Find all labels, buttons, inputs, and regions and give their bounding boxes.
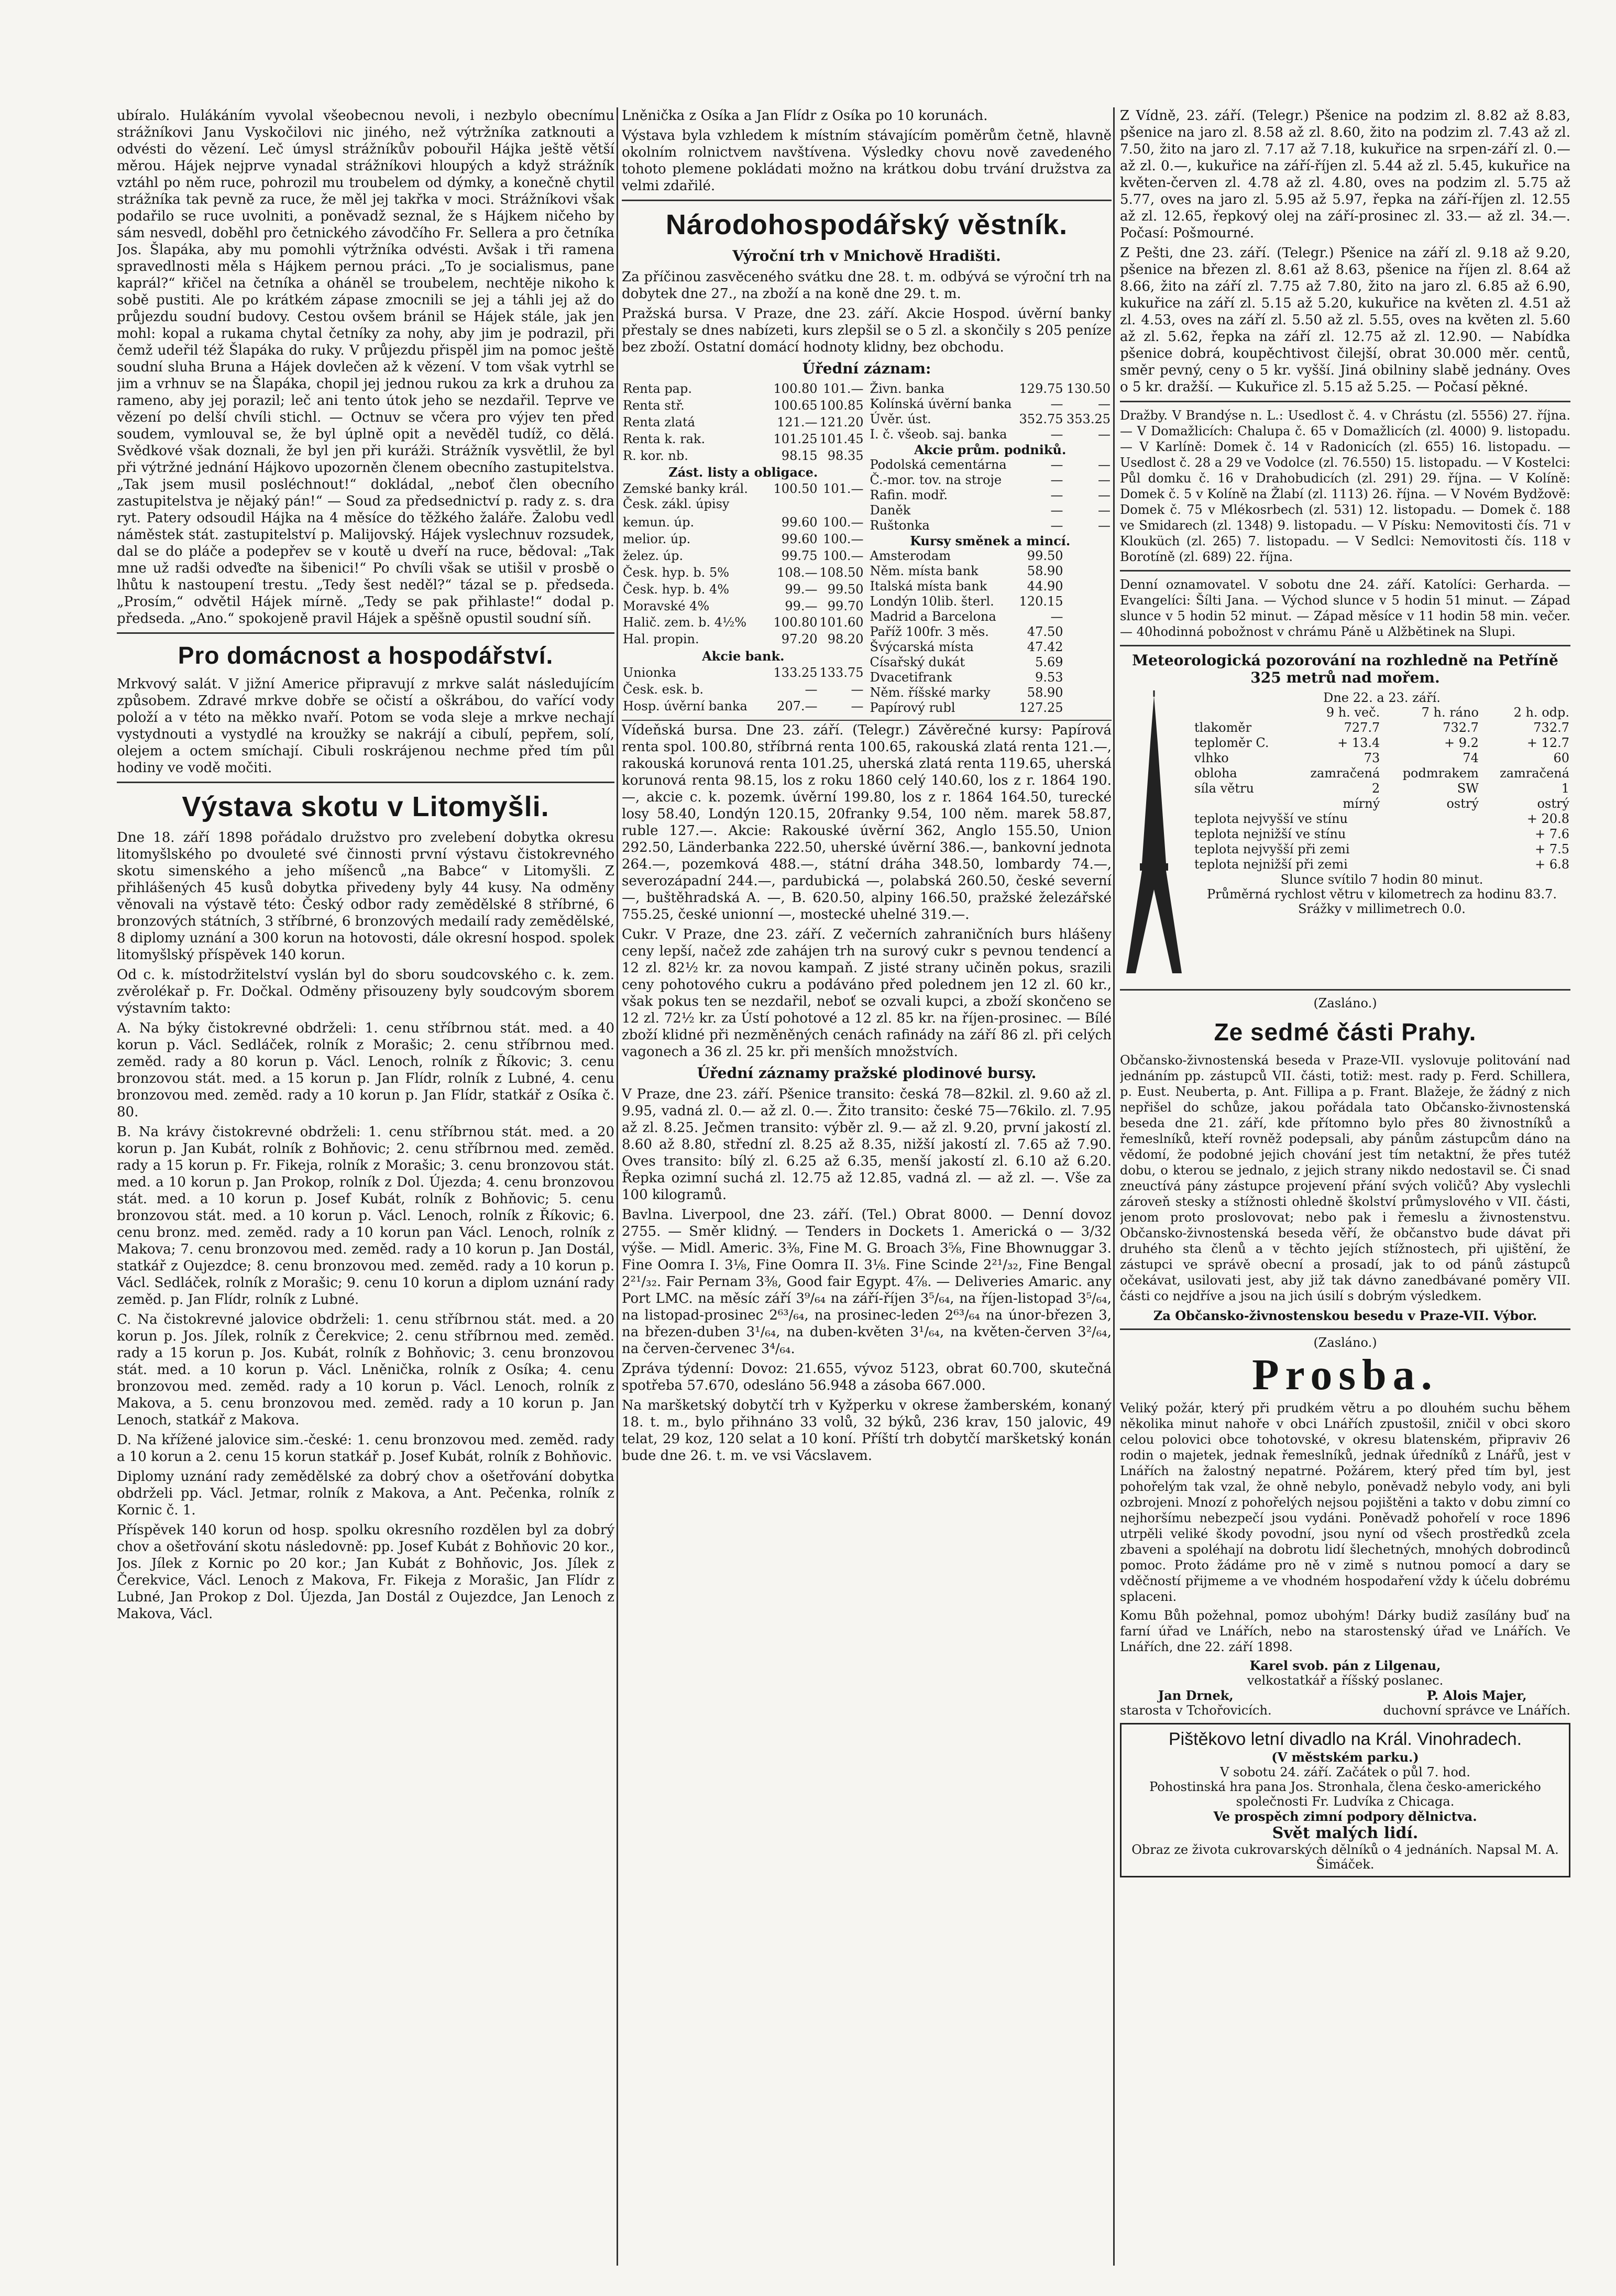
article-paragraph: C. Na čistokrevné jalovice obdrželi: 1. cenu stříbrnou stát. med. a 20 korun p. Jos. Jílek, rolník z Čerekvice; 2. cenu stříbrnou med. zeměd. rady a 15 korun p. Jos. Kubát, rolník z Bohňovic; 3. cenu bronzovou stát. med. a 10 korun p. Václ. Lněnička, rolník z Osíka; 4. cenu bronzovou med. zeměd. rady a 10 korun p. Václ. Lenoch, rolník z Makova, a 5. cenu bronzovou med. zeměd. rady a 10 korun p. Jan Lenoch, statkář z Makova.	[117, 1312, 614, 1428]
table-cell: Kolínská úvěrní banka	[870, 397, 1012, 411]
table-cell: Ruštonka	[870, 518, 930, 533]
article-paragraph: Dne 18. září 1898 pořádalo družstvo pro zvelebení dobytka okresu litomyšlského po dvouleté své činnosti první výstavu čistokrevného skotu simenského a jeho míšenců „na Babce“ v Litomyšli. Z přihlášených 45 kusů dobytka přivedeny byly 44 kusy. Na odměny věnovali na výstavě této: Český odbor rady zemědělské 8 stříbrné, 6 bronzových státních, 3 stříbrné, 6 bronzových medailí rady zemědělské, 8 diplomy uznání a 300 korun na hotovosti, dále okresní hospod. spolek litomyšlský příspěvek 140 korun.	[117, 830, 614, 963]
table-row	[869, 397, 1112, 412]
table-row	[1193, 857, 1570, 872]
heading-vystava: Výstava skotu v Litomyšli.	[182, 791, 549, 822]
table-cell: —	[1050, 609, 1063, 624]
table-cell: 101.60	[819, 615, 864, 630]
table-cell: síla větru	[1194, 781, 1254, 796]
divider	[622, 720, 1112, 721]
table-row	[1193, 720, 1570, 735]
table-cell: 58.90	[1027, 564, 1063, 578]
heading-domacnost: Pro domácnost a hospodářství.	[178, 642, 554, 669]
table-cell: Renta pap.	[623, 381, 692, 396]
table-cell: 73	[1364, 751, 1380, 765]
table-cell: —	[1098, 518, 1111, 533]
theatre-play: Svět malých lidí.	[1272, 1824, 1419, 1842]
divider	[622, 200, 1112, 201]
table-cell: Akcie prům. podniků.	[914, 442, 1067, 457]
table-cell	[1193, 705, 1290, 720]
table-cell: 101.45	[819, 431, 864, 446]
column-3	[1120, 107, 1570, 2266]
table-cell: Madrid a Barcelona	[870, 609, 996, 624]
table-cell: Daněk	[870, 503, 911, 518]
table-row	[622, 665, 865, 682]
bursa-table-left	[622, 381, 865, 716]
table-cell: 100.50	[773, 481, 818, 497]
article-paragraph: Zpráva týdenní: Dovoz: 21.655, vývoz 5123, obrat 60.700, skutečná spotřeba 57.670, odesláno 56.948 a zásoba 667.000.	[622, 1361, 1112, 1393]
table-row	[869, 518, 1112, 533]
table-cell: Unionka	[623, 665, 677, 680]
signature-karel: Karel svob. pán z Lilgenau,	[1249, 1658, 1441, 1673]
table-header: 7 h. ráno	[1421, 705, 1479, 720]
table-row	[1193, 827, 1570, 842]
table-cell: 99.75	[781, 548, 818, 563]
table-cell: Česk. hyp. b. 5%	[623, 565, 730, 580]
table-row	[622, 632, 865, 649]
table-cell: obloha	[1194, 766, 1237, 781]
divider	[1120, 1328, 1570, 1330]
article-beseda: Občansko-živnostenská beseda v Praze-VII. vyslovuje politování nad jednáním pp. zástupců VII. části, totiž: mest. rady p. Ferd. Schillera, p. Eust. Neuberta, p. Ant. Fillipa a p. Frant. Blažeje, že žádný z nich nepřišel do schůze, jakou pořádala tato Občansko-živnostenská beseda dne 21. září, kde přítomno bylo přes 80 živnostníků a řemeslníků, kteří rovněž podepsali, aby pánům zástupcům dáno na vědomí, že podobné jejich chování jest tím netaktní, že přes tutéž dobu, o kterou se jednalo, z jejich strany nikdo nedostavil se. Či snad zneuctívá pány zástupce projevení přání svých voličů? Aby vyslechli zároveň stesky a stížnosti ohledně školství průmyslového v VII. části, jenom proto proslovovat; nebo pak i řemeslu a živnostenstvu. Občansko-živnostenská beseda věří, že občanstvo bude dávat při druhého sta členů a v těchto jejích stížnostech, při ujištění, že zástupci ve správě obecní a prosadí, jak to od pánů zástupců očekávat, usilovati jest, aby již tak dávno zanedbávané poměry VII. části co nejdříve a jsou na jich úsilí s dobrým výsledkem.	[1120, 1053, 1570, 1303]
table-cell	[1064, 655, 1112, 670]
table-row	[869, 670, 1112, 685]
table-row	[622, 699, 865, 716]
petrin-tower-icon	[1120, 690, 1188, 984]
table-cell: tlakoměr	[1194, 720, 1252, 735]
table-cell: 99.50	[1027, 548, 1063, 563]
divider	[1120, 989, 1570, 991]
table-cell	[1064, 564, 1112, 579]
article-bavlna: Bavlna. Liverpool, dne 23. září. (Tel.) Obrat 8000. — Denní dovoz 2755. — Směr klidný. — Tenders in Dockets 1. Americká o — 3/32 výše. — Midl. Americ. 3⅜, Fine M. G. Broach 3⅝, Fine Bhownuggar 3. Fine Oomra I. 3⅛, Fine Oomra II. 3⅛. Fine Scinde 2²¹/₃₂, Fine Bengal 2²¹/₃₂. Fair Pernam 3⅜, Good fair Egypt. 4⅞. — Deliveries Amaric. any Port LMC. na měsíc září 3⁹/₆₄ na září-říjen 3⁵/₆₄, na říjen-listopad 3⁵/₆₄, na listopad-prosinec 2⁶³/₆₄, na prosinec-leden 2⁶³/₆₄ na únor-březen 3, na březen-duben 3¹/₆₄, na duben-květen 3¹/₆₄, na květen-červen 3²/₆₄, na červen-červenec 3⁴/₆₄.	[622, 1207, 1112, 1357]
table-cell: teplota nejvyšší při zemi	[1194, 842, 1350, 856]
table-row	[622, 381, 865, 398]
theatre-line: Pohostinská hra pana Jos. Stronhala, člena česko-amerického společnosti Fr. Ludvíka z Chicaga.	[1149, 1779, 1541, 1809]
theatre-line: Ve prospěch zimní podpory dělnictva.	[1213, 1809, 1477, 1824]
table-cell	[1064, 685, 1112, 700]
bursa-table-right	[869, 381, 1112, 716]
table-row	[869, 412, 1112, 427]
table-cell: 727.7	[1344, 720, 1380, 735]
table-row	[622, 548, 865, 565]
table-cell: 100.85	[819, 398, 864, 413]
article-paragraph: Od c. k. místodržitelství vyslán byl do sboru soudcovského c. k. zem. zvěrolékař p. Fr. Dočkal. Odměny přisouzeny byly soudcovým sborem výstavním takto:	[117, 967, 614, 1016]
table-cell: Něm. říšské marky	[870, 685, 991, 700]
table-cell: —	[1098, 488, 1111, 502]
article-paragraph: A. Na býky čistokrevné obdrželi: 1. cenu stříbrnou stát. med. a 40 korun p. Václ. Sedláček, rolník z Morašic; 2. cenu stříbrnou med. zeměd. rady a 80 korun p. Václ. Lenoch, rolník z Říkovic; 3. cenu bronzovou stát. med. a 15 korun p. Jan Flídr, rolník z Lubné, 4. cenu bronzovou med. zeměd. rady a 10 korun p. Jan Flídr, statkář z Osíka č. 80.	[117, 1020, 614, 1120]
table-cell: 100.—	[823, 515, 864, 530]
table-cell	[1064, 624, 1112, 640]
table-cell: 99.70	[827, 598, 864, 613]
theatre-line: V sobotu 24. září. Začátek o půl 7. hod.	[1220, 1765, 1470, 1779]
table-cell: —	[1050, 488, 1063, 502]
article-paragraph: B. Na krávy čistokrevné obdrželi: 1. cenu stříbrnou stát. med. a 20 korun p. Jan Kubát, rolník z Bohňovic; 2. cenu stříbrnou med. zeměd. rady a 15 korun p. Fr. Fikeja, rolník z Morašic; 3. cenu bronzovou stát. med. a 10 korun p. Jan Prokop, rolník z Dol. Újezda; 4. cenu bronzovou stát. med. a 10 korun p. Josef Kubát, rolník z Bohňovic; 5. cenu bronzovou stát. med. a 10 korun p. Václ. Lenoch, rolník z Říkovic; 6. cenu bronz. med. zeměd. rady a 10 korun pan Václ. Lenoch, rolník z Makova; 7. cenu bronzovou med. zeměd. rady a 10 korun p. Jan Dostál, statkář z Oujezdce; 8. cenu bronzovou med. zeměd. rady a 10 korun p. Václ. Sedláček, rolník z Morašic; 9. cenu 10 korun a diplom uznání rady zeměd. p. Jan Flídr, rolník z Lubné.	[117, 1124, 614, 1308]
table-cell: Italská místa bank	[870, 579, 987, 594]
article-prosba: Veliký požár, který při prudkém větru a po dlouhém suchu během několika minut nahoře v obci Lnářích zpustošil, zničil v obci skoro celou polovici obce tohotovské, v okresu blatenském, připraviv 26 rodin o majetek, jednak řemeslníků, jednak úředníků z Lnářů, jest v Lnářích na žalostný nepatrné. Požárem, který před tím byl, jest pohořelým tak vzal, že ohně nebylo, poněvadž nebylo vody, ani byli ozbrojeni. Mnozí z pohořelých nejsou pojištěni a takto v dobu zimní co nejhoršímu nebezpečí jsou vydáni. Poněvadž pohořelí v roce 1896 utrpěli veliké škody povodní, jsou nyní od všech prostředků zcela zbaveni a spoléhají na dobrotu lidí šlechetných, mnohých dobrodinců pomoc. Proto žádáme pro ně v zimě s nutnou pomocí a dary se vděčností přijmeme a ve vhodném hospodaření vždy k účelu dobrému splaceni.	[1120, 1401, 1570, 1604]
table-cell: SW	[1457, 781, 1479, 796]
table-row	[869, 427, 1112, 442]
weather-heading: Meteorologická pozorování na rozhledně na Petříně 325 metrů nad mořem.	[1132, 652, 1558, 686]
article-paragraph: Na maršketský dobytčí trh v Kyžperku v okrese žamberském, konaný 18. t. m., bylo přihnáno 33 volů, 32 býků, 236 krav, 150 jalovic, 49 telat, 29 koz, 120 selat a 10 koní. Příští trh dobytčí maršketský konán bude dne 26. t. m. ve vsi Vácslavem.	[622, 1398, 1112, 1464]
table-cell: 5.69	[1035, 655, 1063, 669]
table-header: 9 h. več.	[1326, 705, 1380, 720]
table-cell: Č.-mor. tov. na stroje	[870, 473, 1002, 487]
article-videnska-bursa: Vídeňská bursa. Dne 23. září. (Telegr.) Závěrečné kursy: Papírová renta spol. 100.80, stříbrná renta 100.65, rakouská zlatá renta 121.—, rakouská korunová renta 101.25, uherská zlatá renta 119.65, uherská korunová renta 98.15, los z roku 1860 celý 140.60, los z r. 1864 190.—, akcie c. k. pozemk. úvěrní 199.80, los z r. 1864 164.50, turecké losy 58.40, Londýn 120.15, 20franky 9.54, 100 něm. marek 58.87, ruble 127.—. Akcie: Rakouské úvěrní 362, Anglo 155.50, Union 292.50, Länderbanka 222.50, uherské úvěrní 386.—, bankovní jednota 264.—, pozemková 488.—, státní dráha 348.50, lombardy 74.—, severozápadní 244.—, pardubická —, polabská 260.50, české severní —, buštěhradská A. —, B. 620.50, alpiny 166.50, pražské železářské 755.25, české unionní —, mostecké uhelné 319.—.	[622, 722, 1112, 922]
table-heading: Úřední záznam:	[802, 360, 931, 377]
column-rule	[617, 107, 618, 2266]
table-row	[622, 615, 865, 632]
table-cell: 47.50	[1027, 624, 1063, 639]
table-row	[869, 624, 1112, 640]
weather-date: Dne 22. a 23. září.	[1323, 690, 1441, 705]
table-cell: Paříž 100fr. 3 měs.	[870, 624, 989, 639]
weather-block	[1120, 690, 1570, 984]
theatre-title: Pištěkovo letní divadlo na Král. Vinohradech.	[1168, 1729, 1522, 1749]
table-row	[622, 481, 865, 515]
table-cell: Londýn 10lib. šterl.	[870, 594, 994, 609]
table-cell: 129.75	[1019, 381, 1063, 396]
theatre-subtitle: (V městském parku.)	[1271, 1750, 1419, 1765]
table-cell: —	[1098, 473, 1111, 487]
table-cell: —	[1050, 473, 1063, 487]
table-cell: Rafin. modř.	[870, 488, 948, 502]
table-cell: 98.35	[827, 448, 864, 463]
table-cell: 108.50	[819, 565, 864, 580]
table-cell: 98.20	[827, 632, 864, 647]
table-cell: —	[1050, 503, 1063, 518]
table-cell: 99.—	[785, 598, 818, 613]
signature-drnek: Jan Drnek,	[1158, 1688, 1234, 1703]
signature-beseda: Za Občansko-živnostenskou besedu v Praze-VII. Výbor.	[1153, 1308, 1537, 1323]
table-row	[869, 457, 1112, 473]
table-cell: Dvacetifrank	[870, 670, 952, 685]
table-cell: —	[1050, 397, 1063, 411]
table-row	[622, 515, 865, 532]
article-paragraph: V Praze, dne 23. září. Pšenice transito: česká 78—82kil. zl. 9.60 až zl. 9.95, vadná zl. 0.— až zl. 0.—. Žito transito: české 75—76kilo. zl. 7.95 až zl. 8.25. Ječmen transito: výběr zl. 9.— až zl. 9.20, první jakostí zl. 8.60 až 8.80, střední zl. 8.25 až 8.35, nižší jakostí zl. 7.65 až 7.90. Oves transito: bílý zl. 6.25 až 6.35, menší jakostí zl. 6.10 až 6.20. Řepka ozimní suchá zl. 12.75 až 12.85, vadná zl. — až zl. —. Vše za 100 kilogramů.	[622, 1086, 1112, 1203]
table-cell: 47.42	[1027, 640, 1063, 654]
table-cell: teploměr C.	[1194, 735, 1269, 750]
zaslano-label: (Zasláno.)	[1313, 1335, 1377, 1350]
table-row	[622, 599, 865, 616]
table-cell: Amsterodam	[870, 548, 951, 563]
table-row	[622, 432, 865, 448]
table-cell	[1064, 609, 1112, 624]
table-cell: —	[851, 682, 864, 697]
table-cell: I. č. všeob. saj. banka	[870, 427, 1007, 442]
table-cell: 207.—	[777, 698, 818, 713]
table-cell: Moravské 4%	[623, 598, 710, 613]
table-cell: Česk. esk. b.	[623, 682, 703, 697]
table-row	[622, 565, 865, 582]
table-row	[869, 503, 1112, 518]
article-paragraph: Za příčinou zasvěceného svátku dne 28. t. m. odbývá se výroční trh na dobytek dne 27., na zboží a na koně dne 29. t. m.	[622, 269, 1112, 302]
table-cell: —	[1098, 427, 1111, 442]
table-cell: 352.75	[1019, 412, 1063, 426]
table-row	[1193, 735, 1570, 751]
table-cell: 133.75	[819, 665, 864, 680]
table-cell: Zást. listy a obligace.	[668, 465, 818, 480]
table-cell: + 20.8	[1526, 811, 1569, 826]
table-row	[869, 700, 1112, 716]
table-cell: —	[1050, 427, 1063, 442]
table-row	[869, 655, 1112, 670]
table-cell: 97.20	[781, 632, 818, 647]
table-row	[622, 649, 865, 665]
table-row	[622, 582, 865, 599]
table-row	[1193, 781, 1570, 796]
table-cell: 133.25	[773, 665, 818, 680]
table-cell: vlhko	[1194, 751, 1229, 765]
subhead-trh: Výroční trh v Mnichově Hradišti.	[732, 247, 1001, 265]
table-cell: Akcie bank.	[702, 649, 785, 664]
table-row	[869, 609, 1112, 624]
article-prosba-2: Komu Bůh požehnal, pomoz ubohým! Dárky budiž zasílány buď na farní úřad ve Lnářích, nebo na starostenský úřad ve Lnářích. Ve Lnářích, dne 22. září 1898.	[1120, 1608, 1570, 1654]
weather-extra-table	[1193, 811, 1570, 872]
table-cell: Císařský dukát	[870, 655, 965, 669]
subhead-plodinova: Úřední záznamy pražské plodinové bursy.	[697, 1064, 1037, 1082]
table-cell: zamračená	[1500, 766, 1569, 781]
table-cell: 108.—	[777, 565, 818, 580]
table-cell: Renta zlatá	[623, 414, 695, 430]
divider	[1120, 570, 1570, 572]
divider	[1120, 645, 1570, 646]
table-row	[622, 682, 865, 699]
weather-wind: Průměrná rychlost větru v kilometrech za hodinu 83.7.	[1207, 887, 1557, 902]
signature-karel-title: velkostatkář a říšský poslanec.	[1247, 1673, 1444, 1688]
table-row	[622, 415, 865, 432]
table-cell: 1	[1561, 781, 1569, 796]
table-cell	[1064, 594, 1112, 609]
table-cell: 732.7	[1533, 720, 1569, 735]
theatre-ad	[1120, 1723, 1570, 1877]
article-prazska-bursa: Pražská bursa. V Praze, dne 23. září. Akcie Hospod. úvěrní banky přestaly se dnes nabízeti, kurs zlepšil se o 5 zl. a skončily s 205 peníze bez zboží. Ostatní domácí hodnoty klidny, bez obchodu.	[622, 306, 1112, 355]
table-cell: 99.—	[785, 581, 818, 597]
table-cell: Kursy směnek a mincí.	[910, 533, 1071, 548]
table-cell	[1064, 548, 1112, 564]
table-cell: 99.60	[781, 515, 818, 530]
column-1	[117, 107, 614, 2266]
table-cell: + 6.8	[1535, 857, 1569, 872]
table-row	[869, 548, 1112, 564]
table-cell: —	[1098, 457, 1111, 472]
table-row	[869, 488, 1112, 503]
table-cell: 100.80	[773, 381, 818, 396]
table-cell: 101.—	[823, 381, 864, 396]
table-cell: + 13.4	[1337, 735, 1380, 750]
article-denni-oznamovatel: Denní oznamovatel. V sobotu dne 24. září. Katolíci: Gerharda. — Evangelíci: Šílti Jana. — Východ slunce v 5 hodin 51 minut. — Západ slunce v 5 hodin 52 minut. — Západ měsíce v 11 hodin 58 min. večer. — 40hodinná pobožnost v chrámu Páně u Alžbětinek na Slupi.	[1120, 577, 1570, 639]
table-cell: 101.—	[823, 481, 864, 497]
table-cell	[1064, 579, 1112, 594]
table-row	[869, 442, 1112, 457]
table-cell: zamračená	[1310, 766, 1380, 781]
table-cell: + 9.2	[1444, 735, 1479, 750]
table-row	[622, 448, 865, 465]
table-cell: kemun. úp.	[623, 515, 695, 530]
table-cell	[1064, 670, 1112, 685]
table-row	[869, 685, 1112, 700]
table-cell: —	[851, 698, 864, 713]
table-cell: teplota nejnižší ve stínu	[1194, 827, 1346, 841]
table-cell: Zemské banky král. Česk. zákl. úpisy	[623, 481, 748, 512]
table-cell: mírný	[1343, 796, 1380, 811]
table-row	[622, 532, 865, 548]
table-cell: 101.25	[773, 431, 818, 446]
table-row	[1193, 796, 1570, 811]
article-vienna: Z Vídně, 23. září. (Telegr.) Pšenice na podzim zl. 8.82 až 8.83, pšenice na jaro zl. 8.58 až zl. 8.60, žito na podzim zl. 7.43 až zl. 7.50, žito na jaro zl. 7.17 až 7.18, kukuřice na srpen-září zl. 0.— až zl. 0.—, kukuřice na září-říjen zl. 5.44 až zl. 5.45, kukuřice na květen-červen zl. 4.78 až zl. 4.80, oves na podzim zl. 5.75 až 5.77, oves na jaro zl. 5.95 až 5.97, řepka na září-říjen zl. 12.55 až zl. 12.65, řepkový olej na září-prosinec zl. 33.— až zl. 34.—. Počasí: Pošmourné.	[1120, 108, 1570, 241]
table-cell: Česk. hyp. b. 4%	[623, 581, 730, 597]
article-paragraph: Diplomy uznání rady zemědělské za dobrý chov a ošetřování dobytka obdrželi pp. Václ. Jetmar, rolník z Makova, a Ant. Pečenka, rolník z Kornic č. 1.	[117, 1469, 614, 1518]
article-paragraph: Příspěvek 140 korun od hosp. spolku okresního rozdělen byl za dobrý chov a ošetřování skotu následovně: pp. Josef Kubát z Bohňovic 20 kor., Jos. Jílek z Kornic po 20 kor.; Jan Kubát z Bohňovic, Jos. Jílek z Čerekvice, Václ. Lenoch z Makova, Fr. Fikeja z Morašic, Jan Flídr z Lubné, Jan Prokop z Dol. Újezda, Jan Dostál z Oujezdce, Jan Lenoch z Makova, Václ.	[117, 1522, 614, 1622]
signatures-row	[1120, 1688, 1570, 1718]
article-cukr: Cukr. V Praze, dne 23. září. Z večerních zahraničních burs hlášeny ceny lepší, načež zde zahájen trh na surový cukr s pevnou tendencí a 12 zl. 82½ kr. za novou kampaň. Z jisté strany učiněn pokus, srazili ceny pohotového cukru a podáváno před polednem jen 12 zl. 60 kr., však pokus ten se nezdařil, neboť se ozvali kupci, a zboží skončeno se 12 zl. 72½ kr. za Ústí pohotové a 12 zl. 85 kr. na říjen-prosinec. — Bílé zboží klidné při nezměněných cenách rafinády na září 86 zl. při celých vagonech a 36 zl. 25 kr. při menších množstvích.	[622, 927, 1112, 1060]
bursa-tables	[622, 381, 1112, 716]
table-cell: 99.50	[827, 581, 864, 597]
table-cell: 44.90	[1027, 579, 1063, 594]
divider	[117, 782, 614, 783]
table-cell: teplota nejnižší při zemi	[1194, 857, 1348, 872]
column-2	[622, 107, 1112, 2266]
column-rule	[1113, 107, 1115, 2266]
table-cell: Podolská cementárna	[870, 457, 1007, 472]
table-cell	[1064, 640, 1112, 655]
table-row	[622, 465, 865, 481]
table-cell: + 7.5	[1535, 842, 1569, 856]
table-cell: 9.53	[1035, 670, 1063, 685]
table-cell: 100.65	[773, 398, 818, 413]
zaslano-label: (Zasláno.)	[1313, 996, 1377, 1010]
table-cell: 99.60	[781, 532, 818, 547]
signature-drnek-title: starosta v Tchořovicích.	[1120, 1703, 1272, 1718]
table-cell: melior. úp.	[623, 532, 691, 547]
table-header: 2 h. odp.	[1513, 705, 1569, 720]
table-cell: 100.—	[823, 532, 864, 547]
table-cell: ostrý	[1537, 796, 1569, 811]
table-cell: + 12.7	[1526, 735, 1569, 750]
table-cell: 130.50	[1067, 381, 1111, 396]
table-row	[622, 398, 865, 415]
table-cell: ostrý	[1446, 796, 1479, 811]
table-cell: želez. úp.	[623, 548, 684, 563]
table-cell: Halič. zem. b. 4½%	[623, 615, 747, 630]
table-cell: 121.20	[819, 414, 864, 430]
table-cell: teplota nejvyšší ve stínu	[1194, 811, 1348, 826]
table-cell: 58.90	[1027, 685, 1063, 700]
table-cell: Úvěr. úst.	[870, 412, 931, 426]
heading-prosba: Prosba.	[1252, 1350, 1438, 1399]
table-cell: —	[805, 682, 818, 697]
table-cell: Něm. místa bank	[870, 564, 979, 578]
table-cell: 60	[1553, 751, 1569, 765]
article-mrkvovy-salat: Mrkvový salát. V jižní Americe připravují z mrkve salát následujícím způsobem. Zdravé mrkve dobře se očistí a oškrábou, do vařící vody položí a v této na měkko nvaří. Potom se voda sleje a mrkve nechají vystydnouti a vystydlé na kroužky se nakrájí a cibulí, pepřem, solí, olejem a octem smíchají. Cibuli roskrájenou nechme před tím půl hodiny ve vodě močiti.	[117, 676, 614, 776]
heading-vestnik: Národohospodářský věstník.	[665, 209, 1068, 240]
table-cell: 100.—	[823, 548, 864, 563]
article-paragraph: Lněnička z Osíka a Jan Flídr z Osíka po 10 korunách.	[622, 108, 988, 124]
article-continuation: ubíralo. Hulákáním vyvolal všeobecnou nevoli, i nezbylo obecnímu strážníkovi Janu Vyskočilovi nic jiného, než výtržníka zatknouti a odvésti do vězení. Leč úmysl strážníkův pobouřil Hájka ještě větší měrou. Hájek nejprve vynadal strážníkovi hloupých a když strážník vztáhl po něm ruce, pohrozil mu troubelem od dýmky, a konečně chytil strážníka tak pevně za ruce, že měl jej takřka v moci. Strážníkovi však podařilo se ruce uvolniti, a poněvadž seznal, že s Hájkem ničeho by sám nesvedl, doběhl pro četnického závodčího Fr. Sellera a pro četníka Jos. Šlapáka, aby mu pomohli výtržníka odvésti. Avšak i tři ramena spravedlnosti měla s Hájkem pernou práci. „To je socialismus, pane kaprál?“ křičel na četníka a oháněl se troubelem, nechtěje nikoho k sobě pustiti. Ale po krátkém zápase zmocnili se jej a táhli jej až do průjezdu soudní budovy. Cestou ovšem bránil se Hájek stále, jak jen mohl: kopal a rukama chytal četníky za nohy, aby jim je podrazil, při čemž udeřil též Šlapáka do ruky. V průjezdu přispěl jim na pomoc ještě soudní sluha Bruna a Hájek dovlečen až k vězení. V tom však vytrhl se jim a vrhnuv se na Šlapáka, chopil jej jednou rukou za krk a druhou za rameno, aby jej porazil; leč ani tento útok jeho se nezdařil. Teprve ve vězení po delší chvíli stichl. — Octnuv se včera pro výjev ten před soudem, vymlouval se, že byl úplně opit a nevěděl tudíž, co dělá. Svědkové však doznali, že byl jen při kuráži. Strážník vysvětlil, že byl při výtržné jednání Hájkovo upozorněn členem obecního zastupitelstva. „Tak jsem musil posléchnout!“ dokládal, „neboť člen obecního zastupitelstva je nějaký pán!“ — Soud za předsednictví p. rady z. s. dra ryt. Patery odsoudil Hájka na 4 měsíce do těžkého žaláře. Žalobu vedl náměstek stát. zastupitelství p. Malijovský. Hájek vyslechnuv rozsudek, dal se do pláče a podepřev se v koutě u dveří na ruce, bědoval: „Tak mne už radši odveďte na šibenici!“ Po chvíli však se utišil v prosbě o lhůtu k nastoupení trestu. „Tedy šest neděl?“ tázal se p. předseda. „Prosím,“ odvětil Hájek mírně. „Tedy se pak přihlaste!“ dodal p. předseda. „Ano.“ spokojeně pravil Hájek a spěšně opustil soudní síň.	[117, 108, 614, 627]
table-row	[869, 533, 1112, 548]
table-row	[869, 473, 1112, 488]
table-cell: —	[1050, 518, 1063, 533]
table-cell: Švýcarská místa	[870, 640, 974, 654]
table-row	[869, 381, 1112, 397]
table-cell: —	[1098, 503, 1111, 518]
table-row	[1193, 766, 1570, 781]
weather-sun: Slunce svítilo 7 hodin 80 minut.	[1280, 872, 1483, 887]
article-drazby: Dražby. V Brandýse n. L.: Usedlost č. 4. v Chrástu (zl. 5556) 27. října. — V Domažlicích: Chalupa č. 65 v Domažlicích (zl. 4000) 9. listopadu. — V Karlíně: Domek č. 14 v Radonicích (zl. 655) 16. listopadu. — Usedlost č. 28 a 29 ve Vodolce (zl. 76.550) 15. listopadu. — V Kostelci: Půl domku č. 16 v Drahobudicích (zl. 291) 29. října. — V Kolíně: Domek č. 5 v Kolíně na Žlabí (zl. 1113) 26. října. — V Novém Bydžově: Domek č. 75 v Mlékosrbech (zl. 531) 12. listopadu. — Domek č. 188 ve Smidarech (zl. 1348) 9. listopadu. — V Písku: Nemovitosti čís. 71 v Klouküch (zl. 265) 7. listopadu. — V Sedlci: Nemovitosti čís. 118 v Borotíně (zl. 689) 22. října.	[1120, 408, 1570, 564]
table-cell: 127.25	[1019, 700, 1063, 715]
table-cell	[1193, 796, 1290, 811]
table-row	[869, 594, 1112, 609]
divider	[117, 632, 614, 634]
table-cell: Renta k. rak.	[623, 431, 706, 446]
table-cell: podmrakem	[1402, 766, 1479, 781]
article-paragraph: Výstava byla vzhledem k místním stávajícím poměrům četně, hlavně okolním rolnictvem navštívena. Výsledky chovu nově zavedeného tohoto plemene pokládati možno na krátkou dobu trvání družstva za velmi zdařilé.	[622, 128, 1112, 194]
table-cell: Hal. propin.	[623, 632, 699, 647]
table-cell: 2	[1372, 781, 1380, 796]
weather-rain: Srážky v millimetrech 0.0.	[1298, 902, 1466, 916]
signature-majer-title: duchovní správce ve Lnářích.	[1383, 1703, 1570, 1718]
table-row	[869, 640, 1112, 655]
article-paragraph: D. Na křížené jalovice sim.-české: 1. cenu bronzovou med. zeměd. rady a 10 korun a 2. cenu 15 korun statkář p. Josef Kubát, rolník z Bohňovic.	[117, 1432, 614, 1465]
table-cell: —	[1098, 397, 1111, 411]
table-cell: Hosp. úvěrní banka	[623, 698, 747, 713]
table-row	[1193, 751, 1570, 766]
table-row	[1193, 705, 1570, 720]
table-cell: 120.15	[1019, 594, 1063, 609]
signature-majer: P. Alois Majer,	[1426, 1688, 1527, 1703]
table-cell: + 7.6	[1535, 827, 1569, 841]
weather-table	[1193, 705, 1570, 811]
table-cell: 100.80	[773, 615, 818, 630]
table-cell: —	[1050, 457, 1063, 472]
table-cell: Papírový rubl	[870, 700, 955, 715]
table-row	[1193, 811, 1570, 827]
table-cell: 353.25	[1067, 412, 1111, 426]
divider	[1120, 401, 1570, 402]
table-cell: R. kor. nb.	[623, 448, 688, 463]
table-row	[869, 579, 1112, 594]
table-cell: 732.7	[1443, 720, 1479, 735]
table-cell: Živn. banka	[870, 381, 945, 396]
table-cell	[1064, 700, 1112, 716]
table-cell: 74	[1463, 751, 1479, 765]
theatre-line: Obraz ze života cukrovarských dělníků o 4 jednáních. Napsal M. A. Šimáček.	[1131, 1842, 1559, 1872]
table-cell: Renta stř.	[623, 398, 685, 413]
article-pest: Z Pešti, dne 23. září. (Telegr.) Pšenice na září zl. 9.18 až 9.20, pšenice na březen zl. 8.61 až 8.63, pšenice na říjen zl. 8.64 až 8.66, žito na září zl. 7.75 až 7.80, žito na jaro zl. 6.85 až 6.90, kukuřice na září zl. 5.15 až 5.20, kukuřice na květen zl. 4.51 až zl. 4.53, oves na září zl. 5.50 až zl. 5.55, oves na květen zl. 5.60 až zl. 5.62, řepka na září zl. 12.75 až zl. 12.90. — Nabídka pšenice dobrá, koupěchtivost čilejší, obrat 30.000 měr. centů, směr pevný, ceny o 5 kr. vyšší. Jiná obilniny slabě jednány. Oves o 5 kr. dražší. — Kukuřice zl. 5.15 až 5.25. — Počasí pěkné.	[1120, 245, 1570, 395]
table-cell: 121.—	[777, 414, 818, 430]
table-cell: 98.15	[781, 448, 818, 463]
table-row	[1193, 842, 1570, 857]
table-row	[869, 564, 1112, 579]
heading-praha: Ze sedmé části Prahy.	[1214, 1018, 1477, 1046]
